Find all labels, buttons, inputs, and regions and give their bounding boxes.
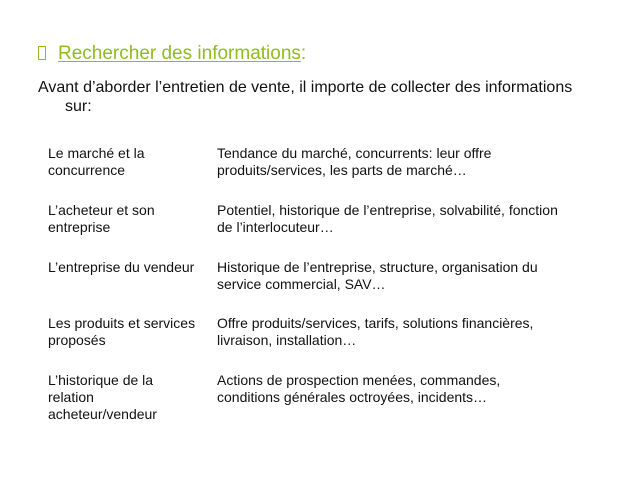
row-description: Potentiel, historique de l’entreprise, solvabilité, fonction de l’interlocuteur… (217, 202, 558, 235)
section-heading (38, 43, 306, 65)
row-description: Tendance du marché, concurrents: leur offre produits/services, les parts de marché… (217, 145, 492, 178)
row-label: Le marché et la concurrence (48, 145, 145, 178)
heading-title: Rechercher des informations (58, 43, 301, 64)
square-bullet-icon (38, 46, 46, 60)
row-label: L’historique de la relation acheteur/vendeur (48, 372, 157, 422)
row-label: L’entreprise du vendeur (48, 259, 195, 275)
row-label: Les produits et services proposés (48, 315, 196, 348)
intro-text: Avant d’aborder l’entretien de vente, il importe de collecter des informations sur: (38, 79, 573, 115)
row-description: Actions de prospection menées, commandes, conditions générales octroyées, incidents… (217, 372, 501, 405)
row-description: Historique de l’entreprise, structure, organisation du service commercial, SAV… (217, 259, 538, 292)
row-description: Offre produits/services, tarifs, solutions financières, livraison, installation… (217, 315, 534, 348)
row-label: L’acheteur et son entreprise (48, 202, 155, 235)
heading-colon: : (300, 43, 307, 64)
